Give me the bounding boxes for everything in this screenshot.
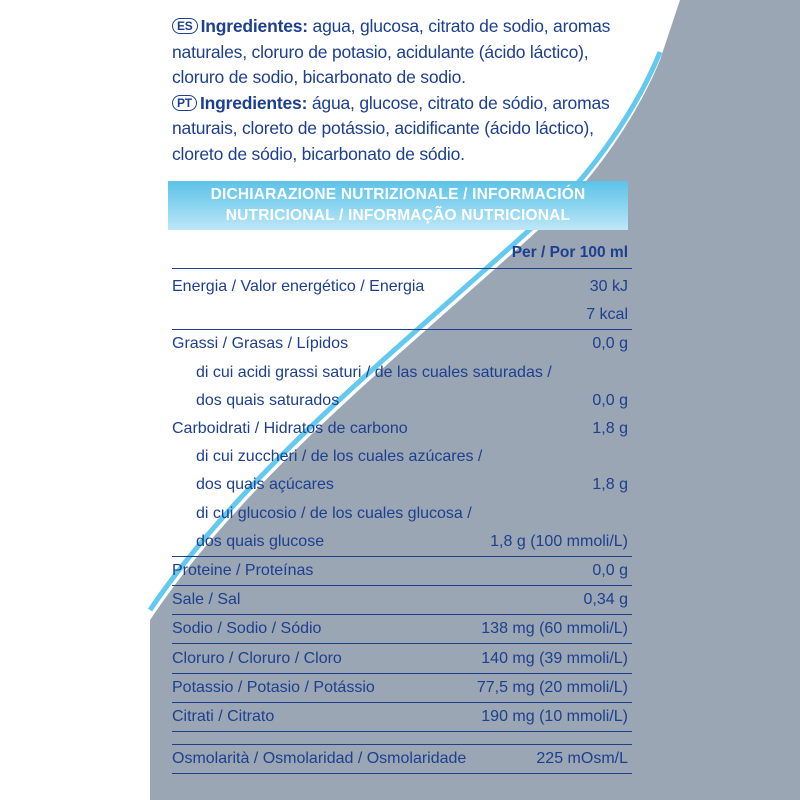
table-row xyxy=(172,500,632,528)
nutrient-label: Citrati / Citrato xyxy=(172,702,457,731)
nutrient-label: di cui acidi grassi saturi / de las cuales saturadas / xyxy=(196,363,552,381)
nutrient-label: Sale / Sal xyxy=(172,586,457,615)
table-row xyxy=(172,443,632,471)
nutrient-label: Osmolarità / Osmolaridad / Osmolaridade xyxy=(172,745,519,774)
ingredients-pt xyxy=(172,91,632,168)
nutrient-label: di cui zuccheri / de los cuales azúcares / xyxy=(196,448,483,466)
nutrient-value: 1,8 g xyxy=(592,476,628,494)
nutrition-header xyxy=(168,181,628,230)
nutrient-label: dos quais saturados xyxy=(196,391,340,409)
nutrient-value: 0,0 g xyxy=(457,330,632,359)
ingredients-text: agua, glucosa, citrato de sodio, aromas xyxy=(307,16,611,36)
nutrient-value: 140 mg (39 mmoli/L) xyxy=(457,644,632,673)
nutrient-value: 77,5 mg (20 mmoli/L) xyxy=(457,673,632,702)
table-row xyxy=(172,644,632,673)
ingredients-block xyxy=(172,14,632,167)
table-row xyxy=(172,528,632,557)
table-row xyxy=(172,301,632,330)
nutrient-label: Grassi / Grasas / Lípidos xyxy=(172,330,457,359)
lang-badge-pt: PT xyxy=(172,95,197,111)
nutrient-value: 0,0 g xyxy=(592,391,628,409)
table-row xyxy=(172,330,632,359)
ingredients-text: naturales, cloruro de potasio, acidulante (ácido láctico), xyxy=(172,41,589,62)
table-row xyxy=(172,359,632,387)
nutrition-table xyxy=(172,269,632,732)
nutrient-label: Sodio / Sodio / Sódio xyxy=(172,615,457,644)
nutrient-label: Cloruro / Cloruro / Cloro xyxy=(172,644,457,673)
nutrition-label xyxy=(172,14,632,774)
nutrient-label xyxy=(172,301,457,330)
ingredients-text: cloreto de sódio, bicarbonato de sódio. xyxy=(172,143,465,164)
nutrient-label: Potassio / Potasio / Potássio xyxy=(172,673,457,702)
ingredients-es xyxy=(172,14,632,91)
ingredients-heading: Ingredientes: xyxy=(200,16,308,36)
table-row xyxy=(172,702,632,731)
nutrient-label: Proteine / Proteínas xyxy=(172,556,457,585)
nutrient-value: 0,0 g xyxy=(457,556,632,585)
table-row xyxy=(172,387,632,415)
ingredients-text: cloruro de sodio, bicarbonato de sodio. xyxy=(172,67,466,87)
osmolarity-table xyxy=(172,744,632,774)
ingredients-text: água, glucose, citrato de sódio, aromas xyxy=(307,92,610,113)
table-row xyxy=(172,673,632,702)
nutrient-value: 1,8 g xyxy=(592,420,628,438)
nutrient-value: 0,34 g xyxy=(457,586,632,615)
table-row xyxy=(172,471,632,499)
ingredients-text: naturais, cloreto de potássio, acidificante (ácido láctico), xyxy=(172,118,594,138)
nutrition-header-line: DICHIARAZIONE NUTRIZIONALE / INFORMACIÓN xyxy=(210,186,586,203)
nutrient-value: 190 mg (10 mmoli/L) xyxy=(457,702,632,731)
table-row xyxy=(172,615,632,644)
table-row xyxy=(172,269,632,301)
table-row xyxy=(172,556,632,585)
ingredients-heading: Ingredientes: xyxy=(199,92,308,113)
nutrient-label: Carboidrati / Hidratos de carbono xyxy=(172,420,408,438)
nutrient-value: 138 mg (60 mmoli/L) xyxy=(457,615,632,644)
nutrient-value: 1,8 g (100 mmoli/L) xyxy=(490,532,628,550)
nutrient-label: dos quais açúcares xyxy=(196,476,334,494)
table-row xyxy=(172,415,632,443)
per-100ml-header: Per / Por 100 ml xyxy=(172,240,632,269)
lang-badge-es: ES xyxy=(172,18,198,34)
table-row xyxy=(172,586,632,615)
table-row xyxy=(172,745,632,774)
nutrient-label: Energia / Valor energético / Energia xyxy=(172,278,425,296)
nutrient-value: 30 kJ xyxy=(589,278,628,296)
nutrient-label: di cui glucosio / de los cuales glucosa / xyxy=(196,504,472,522)
nutrition-header-line: NUTRICIONAL / INFORMAÇÃO NUTRICIONAL xyxy=(225,207,571,224)
nutrient-value: 7 kcal xyxy=(586,306,628,324)
nutrient-label: dos quais glucose xyxy=(196,532,325,550)
nutrient-value: 225 mOsm/L xyxy=(519,745,632,774)
